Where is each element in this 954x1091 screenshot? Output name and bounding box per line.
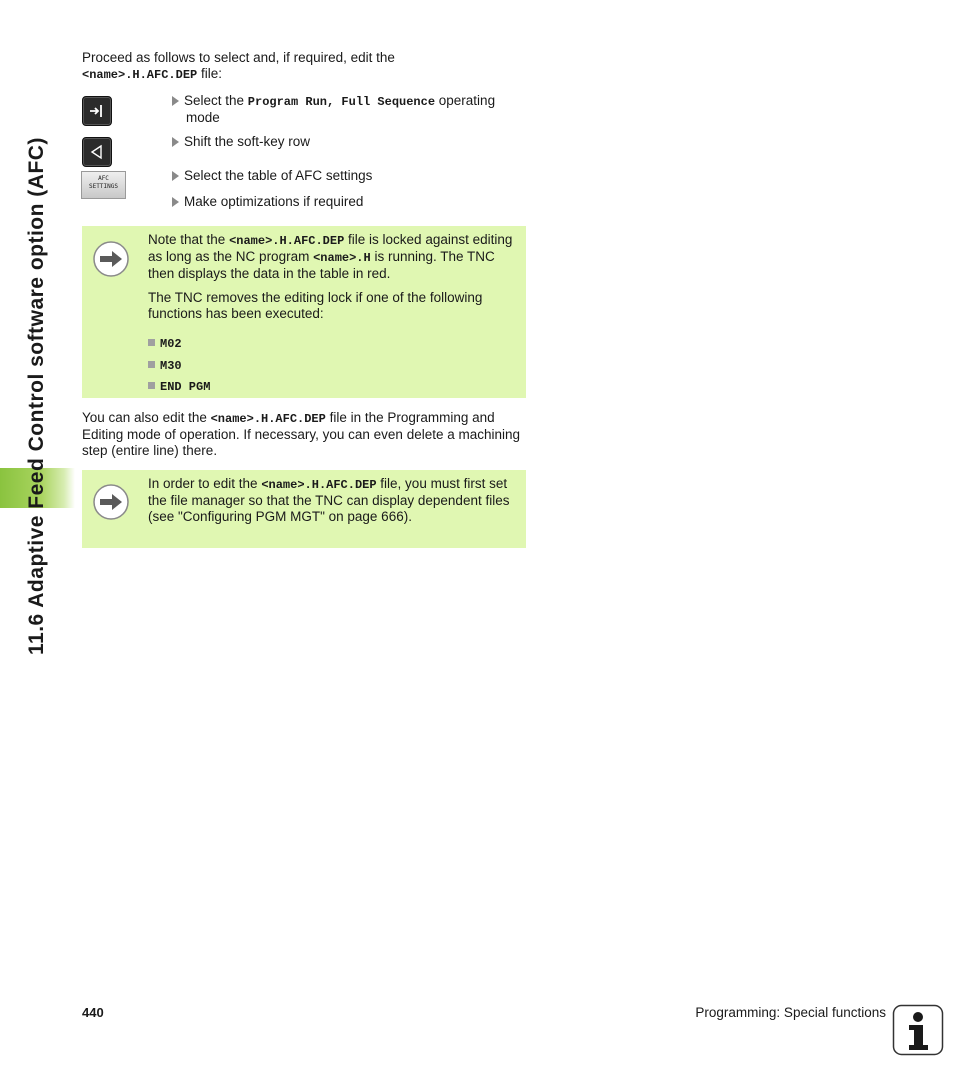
- body2-text-a: You can also edit the: [82, 410, 211, 425]
- section-title: Programming: Special functions: [695, 1005, 886, 1020]
- note-unlock-paragraph: The TNC removes the editing lock if one of the following functions has been executed:: [148, 290, 483, 321]
- bullet-icon: [148, 361, 155, 368]
- left-triangle-icon: [87, 142, 107, 162]
- note2-code: <name>.H.AFC.DEP: [261, 478, 377, 492]
- enter-arrow-icon: [87, 101, 107, 121]
- note1-text-c: is running. The TNC then displays the data in the table in red.: [148, 249, 495, 281]
- list-item-text: END PGM: [160, 380, 211, 394]
- step-1-code: Program Run, Full Sequence: [247, 95, 436, 109]
- softkey-line2: SETTINGS: [89, 183, 118, 190]
- step-triangle-icon: [172, 197, 179, 207]
- info-icon: [892, 1004, 944, 1056]
- step-triangle-icon: [172, 137, 179, 147]
- intro-file: <name>.H.AFC.DEP: [82, 68, 198, 82]
- program-run-key-icon: [82, 96, 112, 126]
- body2-text-b: file in the Programming and Editing mode of operation. If necessary, you can even delete a machining step (entire line) there.: [82, 410, 521, 458]
- step-4: [172, 194, 522, 210]
- note-function-list: [148, 333, 520, 398]
- softkey-line1: AFC: [98, 175, 109, 182]
- note2-text-b: file, you must first set the file manager so that the TNC can display dependent files (see "Configuring PGM MGT" on page 666).: [148, 476, 510, 524]
- body2-code: <name>.H.AFC.DEP: [210, 412, 326, 426]
- arrow-right-note-icon: [92, 483, 130, 521]
- step-2: [172, 134, 522, 150]
- step-1-pre: Select the: [184, 93, 248, 108]
- afc-settings-softkey: [81, 171, 126, 199]
- shift-softkey-row-icon: [82, 137, 112, 167]
- note1-code-file: <name>.H.AFC.DEP: [229, 234, 345, 248]
- intro-suffix: file:: [197, 66, 222, 81]
- list-item: [148, 333, 520, 355]
- edit-paragraph: [82, 410, 522, 459]
- list-item-text: M30: [160, 358, 182, 373]
- intro-text: Proceed as follows to select and, if required, edit the: [82, 50, 395, 65]
- step-1: [172, 93, 522, 126]
- note1-text-a: Note that the: [148, 232, 230, 247]
- note-box-file-manager: [82, 470, 526, 548]
- intro-paragraph: [82, 50, 522, 83]
- note-box-lock: [82, 226, 526, 398]
- note-file-manager-paragraph: [148, 476, 520, 525]
- note-lock-paragraph: [148, 232, 520, 282]
- step-2-text: Shift the soft-key row: [184, 134, 311, 149]
- step-3-text: Select the table of AFC settings: [184, 168, 373, 183]
- note1-code-program: <name>.H: [313, 251, 371, 265]
- step-1-post: operating: [435, 93, 496, 108]
- page-number: 440: [82, 1005, 104, 1020]
- arrow-right-note-icon: [92, 240, 130, 278]
- step-triangle-icon: [172, 96, 179, 106]
- step-3: [172, 168, 522, 184]
- bullet-icon: [148, 339, 155, 346]
- step-triangle-icon: [172, 171, 179, 181]
- step-4-text: Make optimizations if required: [184, 194, 364, 209]
- bullet-icon: [148, 382, 155, 389]
- list-item: [148, 376, 520, 398]
- step-1-line2: mode: [186, 110, 220, 125]
- list-item-text: M02: [160, 337, 182, 351]
- note1-text-b: file is locked against editing as long as the NC program: [148, 232, 513, 264]
- chapter-title: 11.6 Adaptive Feed Control software option (AFC): [25, 137, 48, 655]
- list-item: [148, 355, 520, 377]
- note2-text-a: In order to edit the: [148, 476, 262, 491]
